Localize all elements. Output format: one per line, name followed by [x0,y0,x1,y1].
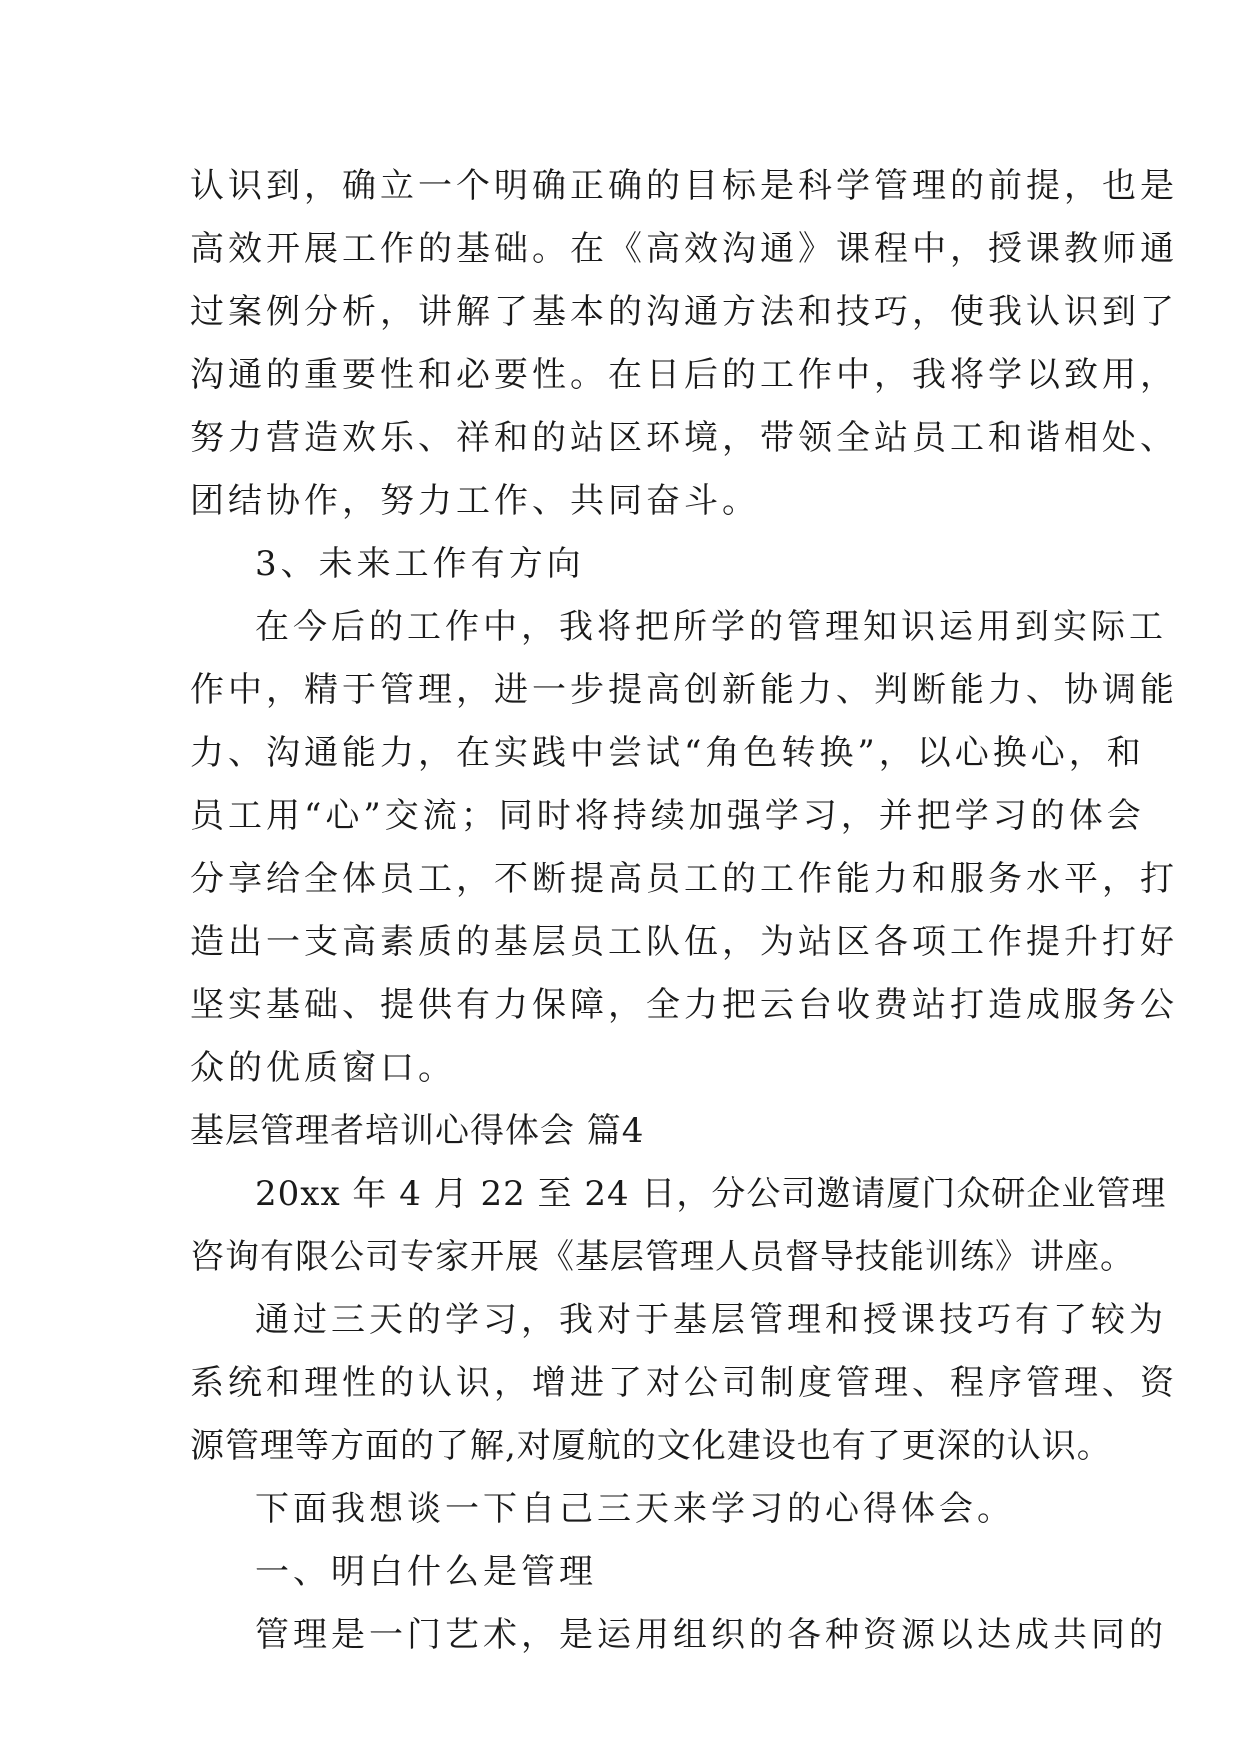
section-heading: 3、未来工作有方向 [255,544,585,584]
body-text-line: 高效开展工作的基础。在《高效沟通》课程中，授课教师通 [190,229,1178,269]
body-text-line: 沟通的重要性和必要性。在日后的工作中，我将学以致用， [190,355,1178,395]
body-text-line: 团结协作，努力工作、共同奋斗。 [190,481,760,521]
article-title: 基层管理者培训心得体会 篇4 [190,1111,645,1151]
body-text-line: 作中，精于管理，进一步提高创新能力、判断能力、协调能 [190,670,1178,710]
body-text-line: 源管理等方面的了解,对厦航的文化建设也有了更深的认识。 [190,1426,1112,1466]
paragraph-first-line: 在今后的工作中，我将把所学的管理知识运用到实际工 [255,607,1167,647]
paragraph-first-line: 下面我想谈一下自己三天来学习的心得体会。 [255,1489,1015,1529]
body-text-line: 众的优质窗口。 [190,1048,456,1088]
body-text-line: 力、沟通能力，在实践中尝试“角色转换”，以心换心，和 [190,733,1145,773]
body-text-line: 认识到，确立一个明确正确的目标是科学管理的前提，也是 [190,166,1178,206]
paragraph-first-line: 管理是一门艺术，是运用组织的各种资源以达成共同的 [255,1615,1167,1655]
paragraph-first-line: 通过三天的学习，我对于基层管理和授课技巧有了较为 [255,1300,1167,1340]
body-text-line: 造出一支高素质的基层员工队伍，为站区各项工作提升打好 [190,922,1178,962]
body-text-line: 坚实基础、提供有力保障，全力把云台收费站打造成服务公 [190,985,1178,1025]
body-text-line: 员工用“心”交流；同时将持续加强学习，并把学习的体会 [190,796,1145,836]
body-text-line: 咨询有限公司专家开展《基层管理人员督导技能训练》讲座。 [190,1237,1135,1277]
paragraph-first-line: 20xx 年 4 月 22 至 24 日，分公司邀请厦门众研企业管理 [255,1174,1167,1214]
body-text-line: 过案例分析，讲解了基本的沟通方法和技巧，使我认识到了 [190,292,1178,332]
body-text-line: 分享给全体员工，不断提高员工的工作能力和服务水平，打 [190,859,1178,899]
section-heading: 一、明白什么是管理 [255,1552,597,1592]
body-text-line: 努力营造欢乐、祥和的站区环境，带领全站员工和谐相处、 [190,418,1178,458]
body-text-line: 系统和理性的认识，增进了对公司制度管理、程序管理、资 [190,1363,1178,1403]
